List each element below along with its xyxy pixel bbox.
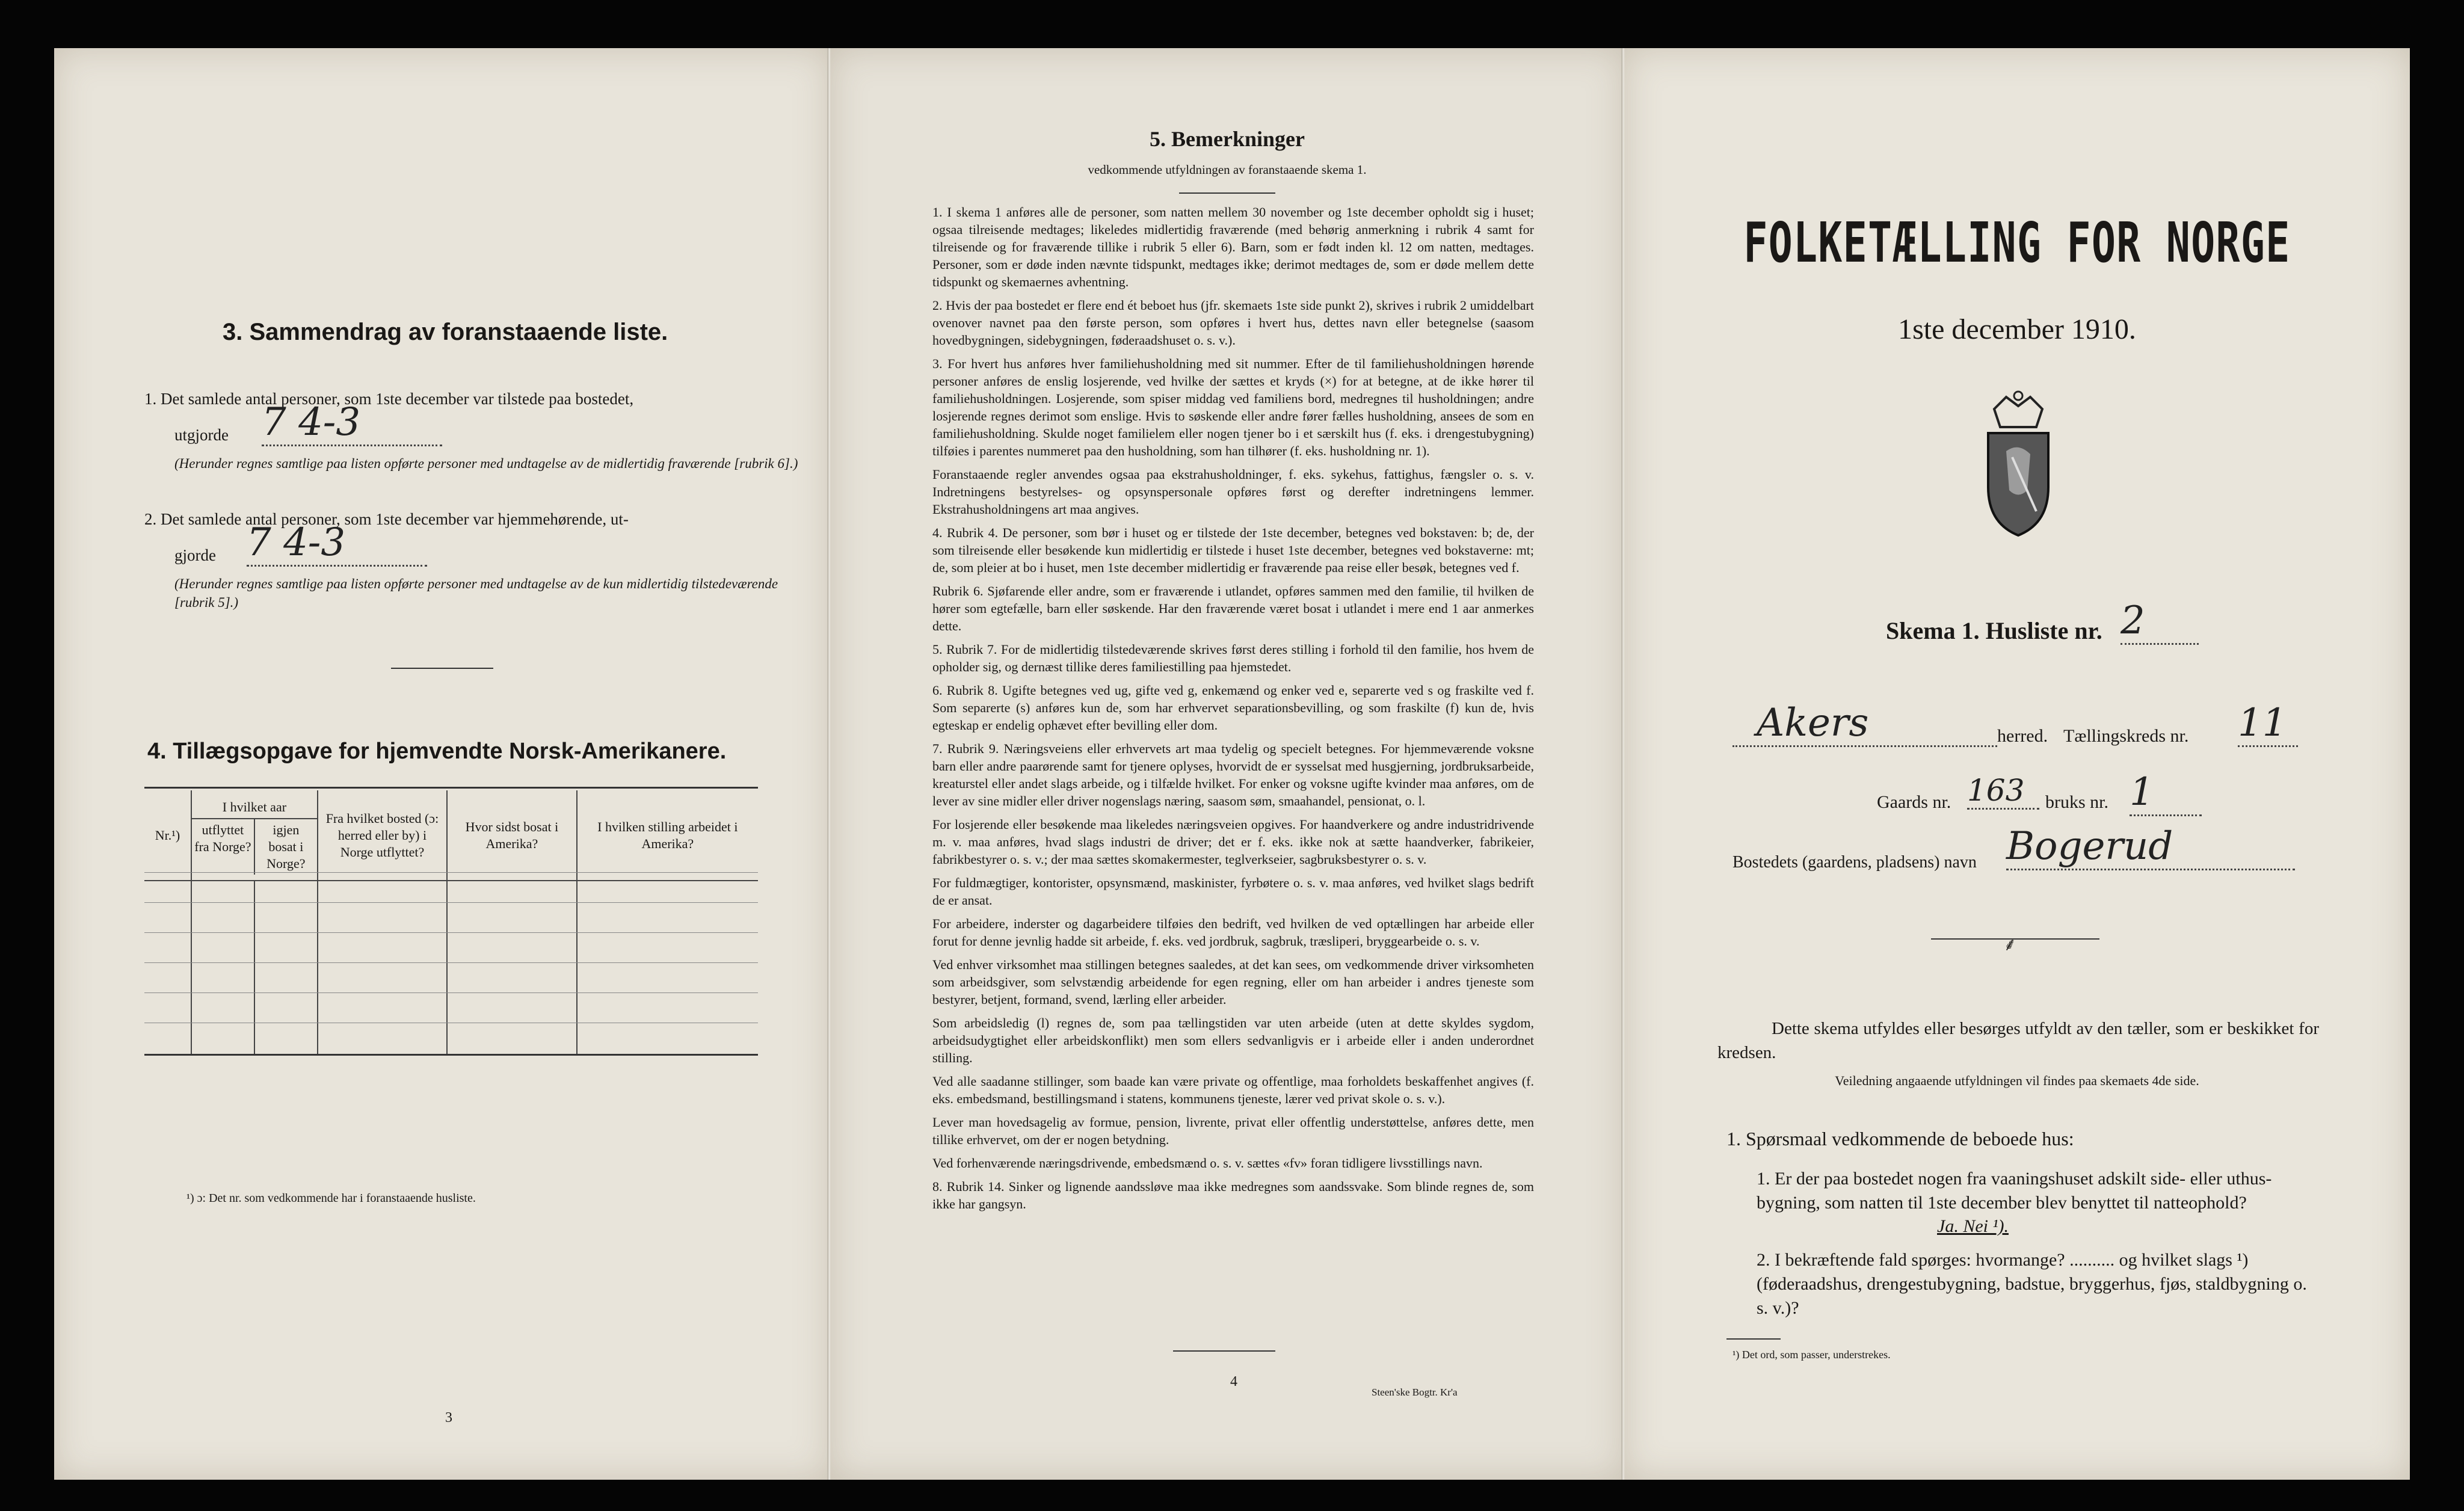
form-title: FOLKETÆLLING FOR NORGE bbox=[1743, 211, 2291, 275]
question-1-value: 7 4-3 bbox=[262, 400, 442, 446]
remark-paragraph: Foranstaaende regler anvendes ogsaa paa ekstrahusholdninger, f. eks. sykehus, fattighus, fængsler o. s. v. Indretningens bestyrelses- og opsynspersonale opføres først og derefter indretningens lemmer. Ekstrahusholdningens art maa angives. bbox=[932, 467, 1534, 517]
herred-label: herred. bbox=[1997, 726, 2048, 746]
question-2: 2. I bekræftende fald spørges: hvormange? .......... og hvilket slags ¹) (føderaadshus, drengestubygning, badstue, bryggerhus, fjøs, staldbygning o. s. v.)? bbox=[1757, 1250, 2307, 1318]
remarks-title: 5. Bemerkninger bbox=[1150, 127, 1305, 151]
table-cell bbox=[144, 881, 191, 1056]
section-3-title: 3. Sammendrag av foranstaaende liste. bbox=[223, 319, 668, 345]
remark-paragraph: 2. Hvis der paa bostedet er flere end ét beboet hus (jfr. skemaets 1ste side punkt 2), skrives i rubrik 2 umiddelbart ovenover navnet paa den første person, som opføres i hvert hus, dettes navn eller betegnelse (saasom hovedbygningen, sidebygningen, føderaadshuset o. s. v.). bbox=[932, 298, 1534, 348]
norsk-amerikanere-table bbox=[144, 790, 758, 1056]
husliste-number: 2 bbox=[2121, 599, 2199, 645]
page-number: 4 bbox=[1230, 1374, 1237, 1389]
info-subtext: Veiledning angaaende utfyldningen vil findes paa skemaets 4de side. bbox=[1835, 1073, 2199, 1088]
remark-paragraph: 8. Rubrik 14. Sinker og lignende aandssløve maa ikke medregnes som aandssvake. Som blinde regnes de, som ikke har gangsyn. bbox=[932, 1179, 1534, 1211]
remarks-subtitle: vedkommende utfyldningen av foranstaaende skema 1. bbox=[1088, 162, 1367, 177]
col-from-place: Fra hvilket bosted (ɔ: herred eller by) i Norge utflyttet? bbox=[318, 790, 447, 881]
col-nr: Nr.¹) bbox=[155, 827, 180, 843]
bosted-value: Bogerud bbox=[2006, 824, 2295, 870]
remark-paragraph: Ved forhenværende næringsdrivende, embedsmænd o. s. v. sættes «fv» foran tidligere livsstillings navn. bbox=[932, 1156, 1483, 1171]
remark-paragraph: 5. Rubrik 7. For de midlertidig tilstedeværende skrives først deres stilling i forhold til den familie, hos hvem de opholder sig, og dernæst tillike deres familiestilling paa hjemstedet. bbox=[932, 642, 1534, 674]
gaards-number: 163 bbox=[1967, 773, 2039, 810]
question-2-label: gjorde bbox=[174, 546, 216, 564]
form-date: 1ste december 1910. bbox=[1898, 313, 2136, 345]
col-returned: igjen bosat i Norge? bbox=[266, 822, 306, 871]
remark-paragraph: For fuldmægtiger, kontorister, opsynsmænd, maskinister, fyrbøtere o. s. v. maa anføres, ved hvilket slags bedrift de er ansat. bbox=[932, 875, 1534, 908]
question-2-text: 2. Det samlede antal personer, som 1ste december var hjemmehørende, ut- bbox=[144, 510, 629, 528]
remark-paragraph: For losjerende eller besøkende maa likeledes næringsveien opgives. For haandverkere og andre industridrivende m. v. maa anføres, hvad slags industri de driver; det er f. eks. ikke nok at sætte haandverker, fabrikeier, fabrikbestyrer o. s. v.; der maa sættes skomakermester, teglverkseier, sagbruksbestyrer o. s. v. bbox=[932, 817, 1534, 867]
divider bbox=[391, 668, 493, 669]
remarks-body bbox=[932, 203, 1534, 1219]
question-1-note: (Herunder regnes samtlige paa listen opførte personer med undtagelse av de midlertidig fraværende [rubrik 6].) bbox=[174, 456, 798, 471]
table-bottom-rule bbox=[144, 1054, 758, 1056]
bruks-number: 1 bbox=[2130, 770, 2202, 816]
gaards-label: Gaards nr. bbox=[1877, 792, 1951, 812]
remark-paragraph: Ved enhver virksomhet maa stillingen betegnes saaledes, at det kan sees, om vedkommende driver virksomheten som arbeidsgiver, som selvstændig arbeidende for egen regning, eller om han arbeider i andres tjeneste som bestyrer, betjent, formand, svend, lærling eller arbeider. bbox=[932, 957, 1534, 1007]
remark-paragraph: 3. For hvert hus anføres hver familiehusholdning med sit nummer. Efter de til familiehusholdningen hørende personer anføres de enslig losjerende, ved hvilke der sættes et kryds (×) for at betegne, at de ikke hører til familiehusholdningen. Losjerende, som spiser middag ved familiens bord, medregnes til husholdningen; andre losjerende regnes derimot som enslige. Hvis to søskende eller andre fører fælles husholdning, ansees de som en familiehusholdning. Skulde noget familielem eller nogen tjener bo i et særskilt hus (f. eks. i drengestubygning) tilføies i parentes nummeret paa den husholdning, som han tilhører (f. eks. husholdning nr. 1). bbox=[932, 356, 1534, 458]
remark-paragraph: Ved alle saadanne stillinger, som baade kan være private og offentlige, maa forholdets beskaffenhet angives (f. eks. embedsmand, bestillingsmand i statens, kommunens tjeneste, lærer ved privat skole o. s. v.). bbox=[932, 1074, 1534, 1106]
remark-paragraph: 7. Rubrik 9. Næringsveiens eller erhvervets art maa tydelig og specielt betegnes. For hjemmeværende voksne barn eller andre paarørende samt for tjenere oplyses, hvorvidt de er sysselsat med husgjerning, jordbruksarbeide, kreaturstel eller andet slags arbeide, og i tilfælde hvilket. For enker og voksne ugifte kvinder maa anføres, om de lever av sine midler eller driver nogenslags næring, saasom søm, smaahandel, pensionat, o. l. bbox=[932, 741, 1534, 808]
page-1-cover bbox=[1624, 48, 2410, 1480]
kreds-label: Tællingskreds nr. bbox=[2063, 726, 2189, 746]
question-2-note: (Herunder regnes samtlige paa listen opførte personer med undtagelse av de kun midlertidig tilstedeværende [rubrik 5].) bbox=[174, 576, 778, 610]
section-4-title: 4. Tillægsopgave for hjemvendte Norsk-Amerikanere. bbox=[147, 739, 727, 764]
bosted-label: Bostedets (gaardens, pladsens) navn bbox=[1732, 853, 1977, 872]
herred-value: Akers bbox=[1732, 701, 1997, 747]
question-1-answer: Ja. Nei ¹). bbox=[1937, 1216, 2009, 1236]
norway-coat-of-arms-icon bbox=[1970, 385, 2066, 541]
question-heading: 1. Spørsmaal vedkommende de beboede hus: bbox=[1726, 1128, 2074, 1149]
question-1-label: utgjorde bbox=[174, 426, 229, 444]
skema-label: Skema 1. Husliste nr. bbox=[1886, 617, 2102, 644]
page-number: 3 bbox=[445, 1410, 452, 1426]
col-occupation: I hvilken stilling arbeidet i Amerika? bbox=[577, 790, 758, 881]
ornament-icon: ⸙ bbox=[2003, 935, 2017, 955]
table-cell bbox=[447, 881, 577, 1056]
remark-paragraph: 6. Rubrik 8. Ugifte betegnes ved ug, gifte ved g, enkemænd og enker ved e, separerte ved s og fraskilte ved f. Som separerte (s) anføres kun de, som har erhvervet separationsbevilling, og som fraskilte (f) kun de, hvis egteskap er endelig ophævet efter bevilling eller dom. bbox=[932, 683, 1534, 733]
question-1: 1. Er der paa bostedet nogen fra vaaningshuset adskilt side- eller uthus-bygning, som natten til 1ste december blev benyttet til natteophold? bbox=[1757, 1169, 2272, 1213]
remark-paragraph: Rubrik 6. Sjøfarende eller andre, som er fraværende i utlandet, opføres sammen med den familie, til hvilken de hører som egtefælle, barn eller søskende. Har den fraværende været bosat i utlandet i mere end 1 aar anmerkes dette. bbox=[932, 583, 1534, 633]
page-4-remarks bbox=[830, 48, 1624, 1480]
col-year-heading: I hvilket aar bbox=[192, 796, 317, 819]
remark-paragraph: Som arbeidsledig (l) regnes de, som paa tællingstiden var uten arbeide (uten at dette skyldes sygdom, arbeidsudygtighet eller arbeidskonflikt) men som ellers sedvanligvis er i arbeide eller i anden underordnet stilling. bbox=[932, 1015, 1534, 1065]
remark-paragraph: For arbeidere, inderster og dagarbeidere tilføies den bedrift, ved hvilken de ved optællingen har arbeide eller forut for denne jevnlig hadde sit arbeide, f. eks. ved jordbruk, sagbruk, træsliperi, bryggearbeide o. s. v. bbox=[932, 916, 1534, 949]
table-cell bbox=[577, 881, 758, 1056]
table-cell bbox=[318, 881, 447, 1056]
info-text: Dette skema utfyldes eller besørges utfyldt av den tæller, som er beskikket for kredsen. bbox=[1717, 1019, 2319, 1062]
page-3-summary bbox=[54, 48, 830, 1480]
col-emigrated: utflyttet fra Norge? bbox=[192, 819, 255, 875]
remark-paragraph: Lever man hovedsagelig av formue, pension, livrente, privat eller offentlig understøttelse, anføres dette, men tillike erhvervet, om der er nogen betydning. bbox=[932, 1115, 1534, 1147]
kreds-number: 11 bbox=[2238, 701, 2298, 747]
bruks-label: bruks nr. bbox=[2045, 792, 2108, 812]
table-top-rule bbox=[144, 787, 758, 789]
remark-paragraph: 4. Rubrik 4. De personer, som bør i huset og er tilstede der 1ste december, betegnes ved bokstaven: b; de, der som tilreisende eller besøkende kun midlertidig er tilstede i huset 1ste december, betegnes ved bokstaverne: mt; de, som pleier at bo i huset, men 1ste december midlertidig er fraværende paa reise eller besøk, betegnes ved f. bbox=[932, 525, 1534, 575]
footnote: ¹) Det ord, som passer, understrekes. bbox=[1732, 1349, 1891, 1361]
remark-paragraph: 1. I skema 1 anføres alle de personer, som natten mellem 30 november og 1ste december opholdt sig i huset; ogsaa tilreisende medtages; likeledes midlertidig fraværende (med behørig anmerkning i rubrik 4 samt for tilreisende og for fraværende tillike i rubrik 5 eller 6). Barn, som er født inden kl. 12 om natten, medtages. Personer, som er døde inden nævnte tidspunkt, medtages ikke; derimot medtages de, som er døde mellem dette tidspunkt og skemaernes avhentning. bbox=[932, 205, 1534, 289]
col-year-group bbox=[191, 790, 318, 881]
question-2-value: 7 4-3 bbox=[247, 520, 427, 567]
col-last-residence: Hvor sidst bosat i Amerika? bbox=[447, 790, 577, 881]
footnote: ¹) ɔ: Det nr. som vedkommende har i foranstaaende husliste. bbox=[186, 1192, 476, 1205]
printer-credit: Steen'ske Bogtr. Kr'a bbox=[1372, 1386, 1458, 1398]
question-1-text: 1. Det samlede antal personer, som 1ste december var tilstede paa bostedet, bbox=[144, 390, 634, 408]
